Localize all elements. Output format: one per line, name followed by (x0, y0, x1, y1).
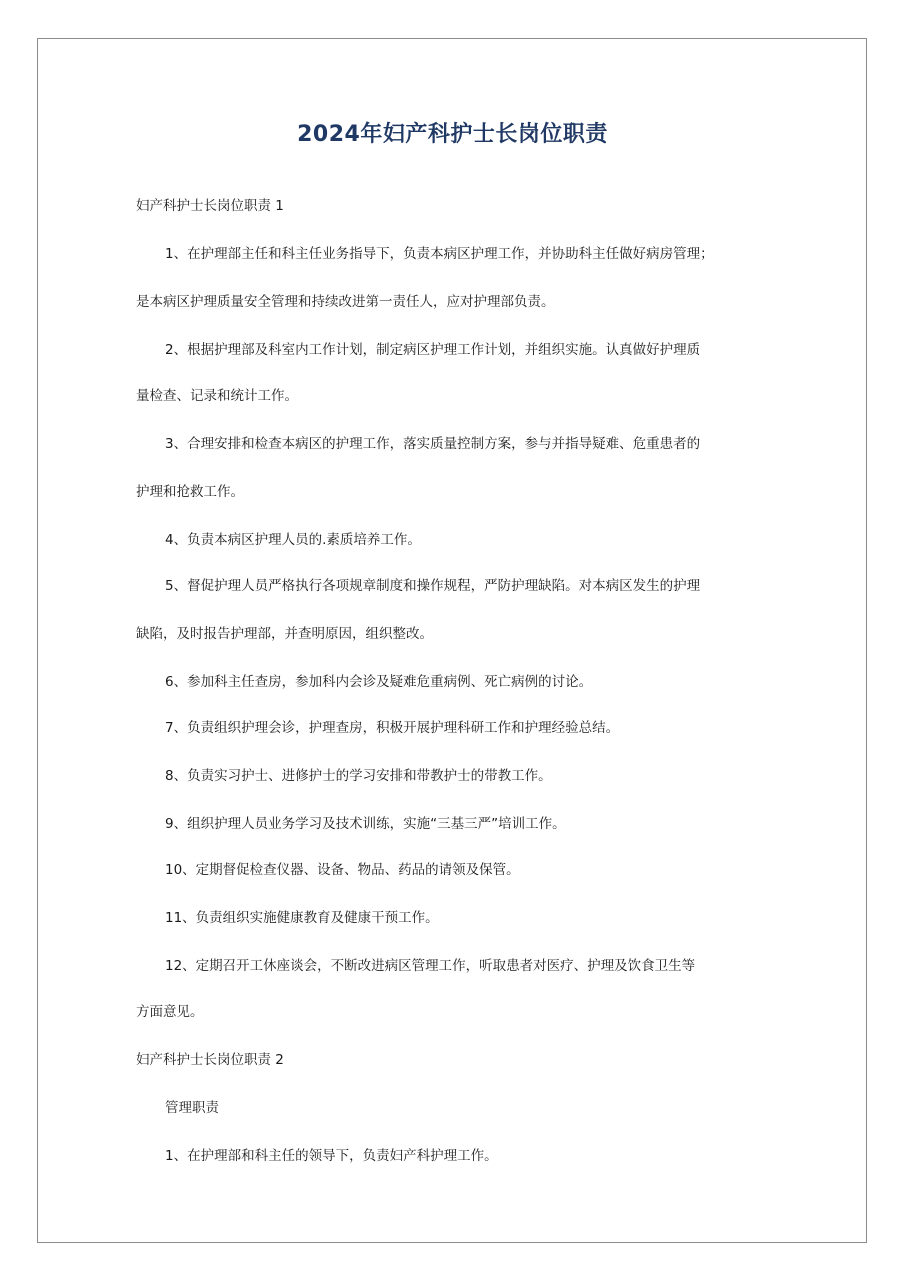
paragraph-line: 10、定期督促检查仪器、设备、物品、药品的请领及保管。 (165, 862, 520, 878)
document-title: 2024年妇产科护士长岗位职责 (297, 122, 608, 147)
paragraph-line: 4、负责本病区护理人员的.素质培养工作。 (165, 532, 421, 548)
paragraph-line: 7、负责组织护理会诊，护理查房，积极开展护理科研工作和护理经验总结。 (165, 720, 620, 736)
paragraph-line: 12、定期召开工休座谈会，不断改进病区管理工作，听取患者对医疗、护理及饮食卫生等 (165, 958, 696, 974)
paragraph-line: 1、在护理部和科主任的领导下，负责妇产科护理工作。 (165, 1148, 498, 1164)
paragraph-line: 11、负责组织实施健康教育及健康干预工作。 (165, 910, 439, 926)
paragraph-line: 方面意见。 (136, 1004, 204, 1020)
paragraph-line: 量检查、记录和统计工作。 (136, 388, 298, 404)
paragraph-line: 3、合理安排和检查本病区的护理工作，落实质量控制方案，参与并指导疑难、危重患者的 (165, 436, 701, 452)
paragraph-line: 9、组织护理人员业务学习及技术训练，实施“三基三严”培训工作。 (165, 816, 566, 832)
paragraph-line: 是本病区护理质量安全管理和持续改进第一责任人，应对护理部负责。 (136, 294, 555, 310)
paragraph-line: 1、在护理部主任和科主任业务指导下，负责本病区护理工作，并协助科主任做好病房管理； (165, 246, 714, 262)
paragraph-line: 缺陷，及时报告护理部，并查明原因，组织整改。 (136, 626, 433, 642)
paragraph-line: 5、督促护理人员严格执行各项规章制度和操作规程，严防护理缺陷。对本病区发生的护理 (165, 578, 701, 594)
subsection-heading: 管理职责 (165, 1100, 219, 1116)
paragraph-line: 6、参加科主任查房，参加科内会诊及疑难危重病例、死亡病例的讨论。 (165, 674, 593, 690)
section-heading-2: 妇产科护士长岗位职责 2 (136, 1052, 284, 1068)
paragraph-line: 2、根据护理部及科室内工作计划，制定病区护理工作计划，并组织实施。认真做好护理质 (165, 342, 701, 358)
paragraph-line: 8、负责实习护士、进修护士的学习安排和带教护士的带教工作。 (165, 768, 552, 784)
paragraph-line: 护理和抢救工作。 (136, 484, 244, 500)
section-heading-1: 妇产科护士长岗位职责 1 (136, 198, 284, 214)
